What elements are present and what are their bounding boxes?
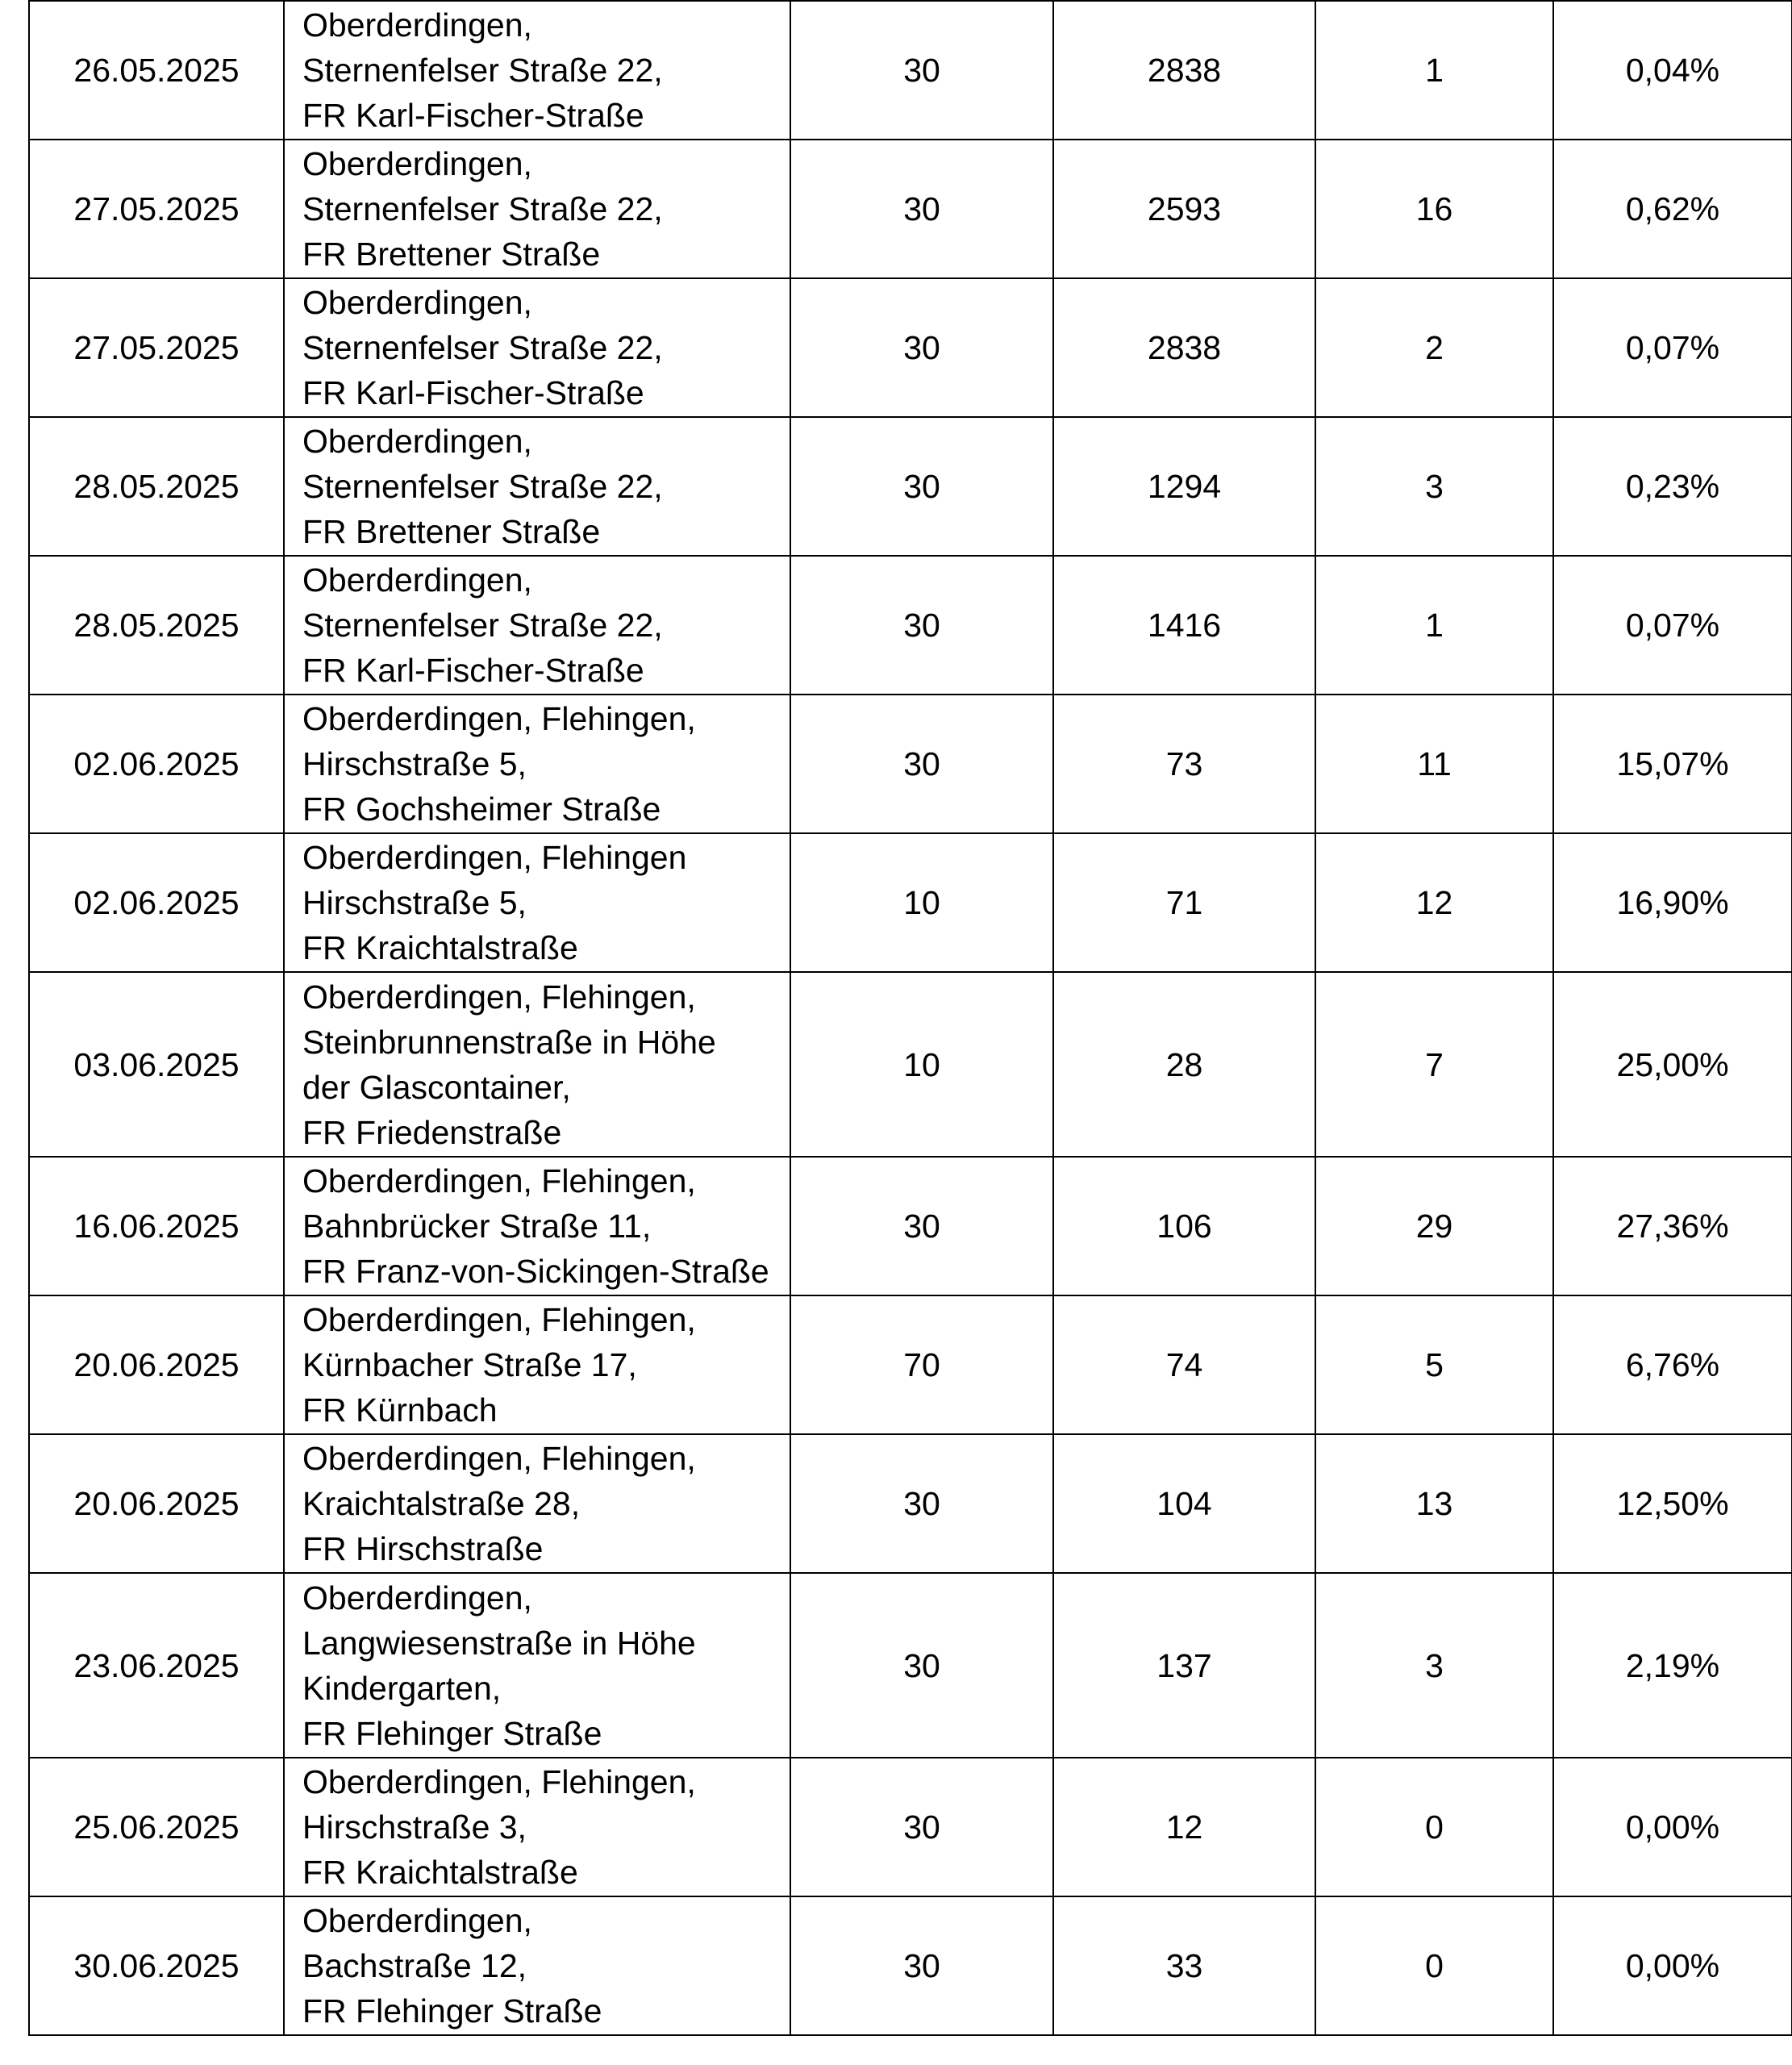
location-cell	[284, 1573, 790, 1758]
location-line: Kindergarten,	[302, 1669, 502, 1707]
measured-vehicles-cell: 1416	[1053, 556, 1315, 695]
location-line: Bahnbrücker Straße 11,	[302, 1208, 652, 1245]
measured-vehicles-cell: 2838	[1053, 278, 1315, 417]
location-cell	[284, 1896, 790, 2035]
violation-rate-cell: 6,76%	[1553, 1295, 1792, 1434]
speed-limit-cell: 30	[790, 417, 1053, 556]
location-line: Oberderdingen,	[302, 284, 532, 321]
violation-rate-cell: 0,07%	[1553, 278, 1792, 417]
violation-rate-cell: 0,07%	[1553, 556, 1792, 695]
violations-cell: 1	[1315, 1, 1553, 140]
date-cell: 20.06.2025	[29, 1434, 284, 1573]
table-row	[29, 1758, 1792, 1896]
location-line: Sternenfelser Straße 22,	[302, 607, 663, 644]
location-line: Kraichtalstraße 28,	[302, 1485, 581, 1522]
speed-limit-cell: 30	[790, 278, 1053, 417]
location-line: Kürnbacher Straße 17,	[302, 1346, 637, 1383]
violations-cell: 16	[1315, 140, 1553, 278]
location-line: FR Franz-von-Sickingen-Straße	[302, 1253, 769, 1290]
location-cell	[284, 1434, 790, 1573]
location-line: Oberderdingen, Flehingen,	[302, 978, 696, 1016]
speed-limit-cell: 10	[790, 833, 1053, 972]
location-line: Sternenfelser Straße 22,	[302, 468, 663, 505]
location-line: FR Hirschstraße	[302, 1530, 544, 1567]
table-row	[29, 1295, 1792, 1434]
violation-rate-cell: 0,62%	[1553, 140, 1792, 278]
measured-vehicles-cell: 2838	[1053, 1, 1315, 140]
location-line: Oberderdingen,	[302, 561, 532, 599]
location-line: Hirschstraße 5,	[302, 884, 527, 921]
location-line: Bachstraße 12,	[302, 1947, 527, 1984]
location-cell	[284, 1, 790, 140]
violations-cell: 5	[1315, 1295, 1553, 1434]
violation-rate-cell: 16,90%	[1553, 833, 1792, 972]
location-line: FR Kraichtalstraße	[302, 929, 578, 966]
violations-cell: 13	[1315, 1434, 1553, 1573]
date-cell: 27.05.2025	[29, 140, 284, 278]
table-row	[29, 1896, 1792, 2035]
date-cell: 23.06.2025	[29, 1573, 284, 1758]
table-row	[29, 1157, 1792, 1295]
speed-limit-cell: 30	[790, 140, 1053, 278]
speed-limit-cell: 70	[790, 1295, 1053, 1434]
location-line: FR Brettener Straße	[302, 236, 601, 273]
violation-rate-cell: 2,19%	[1553, 1573, 1792, 1758]
measured-vehicles-cell: 12	[1053, 1758, 1315, 1896]
location-line: Oberderdingen,	[302, 1579, 532, 1617]
violation-rate-cell: 27,36%	[1553, 1157, 1792, 1295]
location-line: Oberderdingen, Flehingen,	[302, 1301, 696, 1338]
table-row	[29, 556, 1792, 695]
location-line: Sternenfelser Straße 22,	[302, 52, 663, 89]
measured-vehicles-cell: 2593	[1053, 140, 1315, 278]
date-cell: 25.06.2025	[29, 1758, 284, 1896]
location-line: Hirschstraße 3,	[302, 1808, 527, 1846]
location-line: FR Flehinger Straße	[302, 1992, 602, 2030]
violation-rate-cell: 0,04%	[1553, 1, 1792, 140]
date-cell: 16.06.2025	[29, 1157, 284, 1295]
table-row	[29, 695, 1792, 833]
location-cell	[284, 1758, 790, 1896]
speed-limit-cell: 30	[790, 1434, 1053, 1573]
measured-vehicles-cell: 28	[1053, 972, 1315, 1157]
location-line: FR Karl-Fischer-Straße	[302, 652, 644, 689]
violations-cell: 7	[1315, 972, 1553, 1157]
location-line: FR Flehinger Straße	[302, 1714, 602, 1752]
table-body	[29, 1, 1792, 2035]
speed-limit-cell: 30	[790, 1573, 1053, 1758]
location-cell	[284, 972, 790, 1157]
speed-limit-cell: 30	[790, 1157, 1053, 1295]
violations-cell: 3	[1315, 417, 1553, 556]
violation-rate-cell: 12,50%	[1553, 1434, 1792, 1573]
date-cell: 03.06.2025	[29, 972, 284, 1157]
violation-rate-cell: 0,00%	[1553, 1896, 1792, 2035]
location-cell	[284, 1295, 790, 1434]
violations-cell: 3	[1315, 1573, 1553, 1758]
location-line: Sternenfelser Straße 22,	[302, 190, 663, 227]
location-line: der Glascontainer,	[302, 1068, 571, 1106]
table-row	[29, 1434, 1792, 1573]
location-cell	[284, 417, 790, 556]
date-cell: 28.05.2025	[29, 556, 284, 695]
speed-limit-cell: 30	[790, 1896, 1053, 2035]
violation-rate-cell: 25,00%	[1553, 972, 1792, 1157]
location-line: FR Brettener Straße	[302, 513, 601, 550]
violations-cell: 12	[1315, 833, 1553, 972]
location-line: FR Karl-Fischer-Straße	[302, 97, 644, 134]
date-cell: 02.06.2025	[29, 833, 284, 972]
table-row	[29, 972, 1792, 1157]
location-line: Oberderdingen, Flehingen,	[302, 700, 696, 737]
table-row	[29, 417, 1792, 556]
table-row	[29, 140, 1792, 278]
location-line: FR Gochsheimer Straße	[302, 791, 661, 828]
violation-rate-cell: 0,23%	[1553, 417, 1792, 556]
violations-cell: 11	[1315, 695, 1553, 833]
table-row	[29, 1, 1792, 140]
date-cell: 30.06.2025	[29, 1896, 284, 2035]
violations-cell: 29	[1315, 1157, 1553, 1295]
location-line: Sternenfelser Straße 22,	[302, 329, 663, 366]
measured-vehicles-cell: 71	[1053, 833, 1315, 972]
violations-cell: 0	[1315, 1758, 1553, 1896]
violations-cell: 1	[1315, 556, 1553, 695]
speed-limit-cell: 30	[790, 1758, 1053, 1896]
location-cell	[284, 1157, 790, 1295]
location-cell	[284, 695, 790, 833]
location-line: Oberderdingen, Flehingen,	[302, 1440, 696, 1477]
date-cell: 26.05.2025	[29, 1, 284, 140]
violations-cell: 2	[1315, 278, 1553, 417]
location-line: Oberderdingen, Flehingen,	[302, 1162, 696, 1199]
measured-vehicles-cell: 137	[1053, 1573, 1315, 1758]
measured-vehicles-cell: 33	[1053, 1896, 1315, 2035]
measured-vehicles-cell: 106	[1053, 1157, 1315, 1295]
date-cell: 20.06.2025	[29, 1295, 284, 1434]
table-row	[29, 1573, 1792, 1758]
date-cell: 27.05.2025	[29, 278, 284, 417]
speed-limit-cell: 10	[790, 972, 1053, 1157]
location-cell	[284, 278, 790, 417]
location-line: Oberderdingen,	[302, 423, 532, 460]
location-line: FR Kraichtalstraße	[302, 1854, 578, 1891]
location-line: Langwiesenstraße in Höhe	[302, 1624, 696, 1662]
location-line: FR Kürnbach	[302, 1391, 498, 1429]
location-line: FR Friedenstraße	[302, 1113, 562, 1151]
location-line: Oberderdingen,	[302, 145, 532, 182]
location-line: Oberderdingen,	[302, 6, 532, 44]
measured-vehicles-cell: 104	[1053, 1434, 1315, 1573]
speed-limit-cell: 30	[790, 695, 1053, 833]
speed-limit-cell: 30	[790, 556, 1053, 695]
measured-vehicles-cell: 74	[1053, 1295, 1315, 1434]
location-line: Steinbrunnenstraße in Höhe	[302, 1023, 716, 1061]
location-cell	[284, 556, 790, 695]
location-line: Oberderdingen, Flehingen,	[302, 1763, 696, 1800]
violations-cell: 0	[1315, 1896, 1553, 2035]
date-cell: 02.06.2025	[29, 695, 284, 833]
location-cell	[284, 833, 790, 972]
location-cell	[284, 140, 790, 278]
location-line: Oberderdingen, Flehingen	[302, 839, 687, 876]
speed-check-table-container	[28, 0, 1791, 2036]
speed-check-table	[28, 0, 1792, 2036]
measured-vehicles-cell: 73	[1053, 695, 1315, 833]
table-row	[29, 833, 1792, 972]
location-line: Oberderdingen,	[302, 1902, 532, 1939]
table-row	[29, 278, 1792, 417]
location-line: FR Karl-Fischer-Straße	[302, 374, 644, 411]
violation-rate-cell: 0,00%	[1553, 1758, 1792, 1896]
speed-limit-cell: 30	[790, 1, 1053, 140]
violation-rate-cell: 15,07%	[1553, 695, 1792, 833]
location-line: Hirschstraße 5,	[302, 745, 527, 782]
date-cell: 28.05.2025	[29, 417, 284, 556]
measured-vehicles-cell: 1294	[1053, 417, 1315, 556]
